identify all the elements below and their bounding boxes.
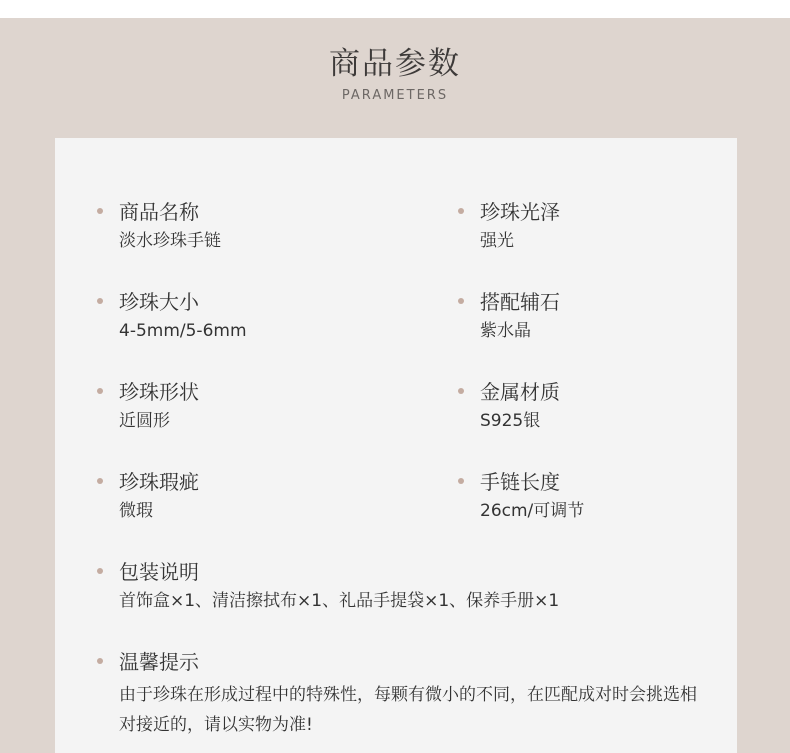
param-value: 强光 [480, 231, 514, 251]
bullet-icon [458, 298, 464, 304]
bullet-icon [97, 658, 103, 664]
param-value: 由于珍珠在形成过程中的特殊性，每颗有微小的不同，在匹配成对时会挑选相对接近的，请以实物为准! [119, 685, 697, 735]
param-label: 金属材质 [480, 380, 560, 404]
bullet-icon [97, 568, 103, 574]
param-label: 温馨提示 [119, 650, 199, 674]
param-label: 包装说明 [119, 560, 199, 584]
section-subtitle: PARAMETERS [341, 88, 449, 103]
bullet-icon [458, 208, 464, 214]
parameters-card [55, 138, 737, 753]
bullet-icon [97, 388, 103, 394]
param-label: 商品名称 [119, 200, 199, 224]
bullet-icon [97, 478, 103, 484]
bullet-icon [97, 208, 103, 214]
section-title: 商品参数 [329, 46, 461, 82]
param-value: 淡水珍珠手链 [119, 231, 221, 251]
param-value: 紫水晶 [480, 321, 531, 341]
param-label: 手链长度 [480, 470, 560, 494]
param-value: 微瑕 [119, 501, 153, 521]
param-label: 珍珠大小 [119, 290, 199, 314]
bullet-icon [458, 388, 464, 394]
param-value: S925银 [480, 411, 541, 431]
param-label: 珍珠瑕疵 [119, 470, 199, 494]
param-label: 珍珠光泽 [480, 200, 560, 224]
param-label: 搭配辅石 [480, 290, 560, 314]
param-value: 首饰盒×1、清洁擦拭布×1、礼品手提袋×1、保养手册×1 [119, 591, 560, 611]
bullet-icon [458, 478, 464, 484]
param-value: 26cm/可调节 [480, 501, 585, 521]
param-value: 4-5mm/5-6mm [119, 321, 247, 341]
param-value: 近圆形 [119, 411, 170, 431]
bullet-icon [97, 298, 103, 304]
param-label: 珍珠形状 [119, 380, 199, 404]
